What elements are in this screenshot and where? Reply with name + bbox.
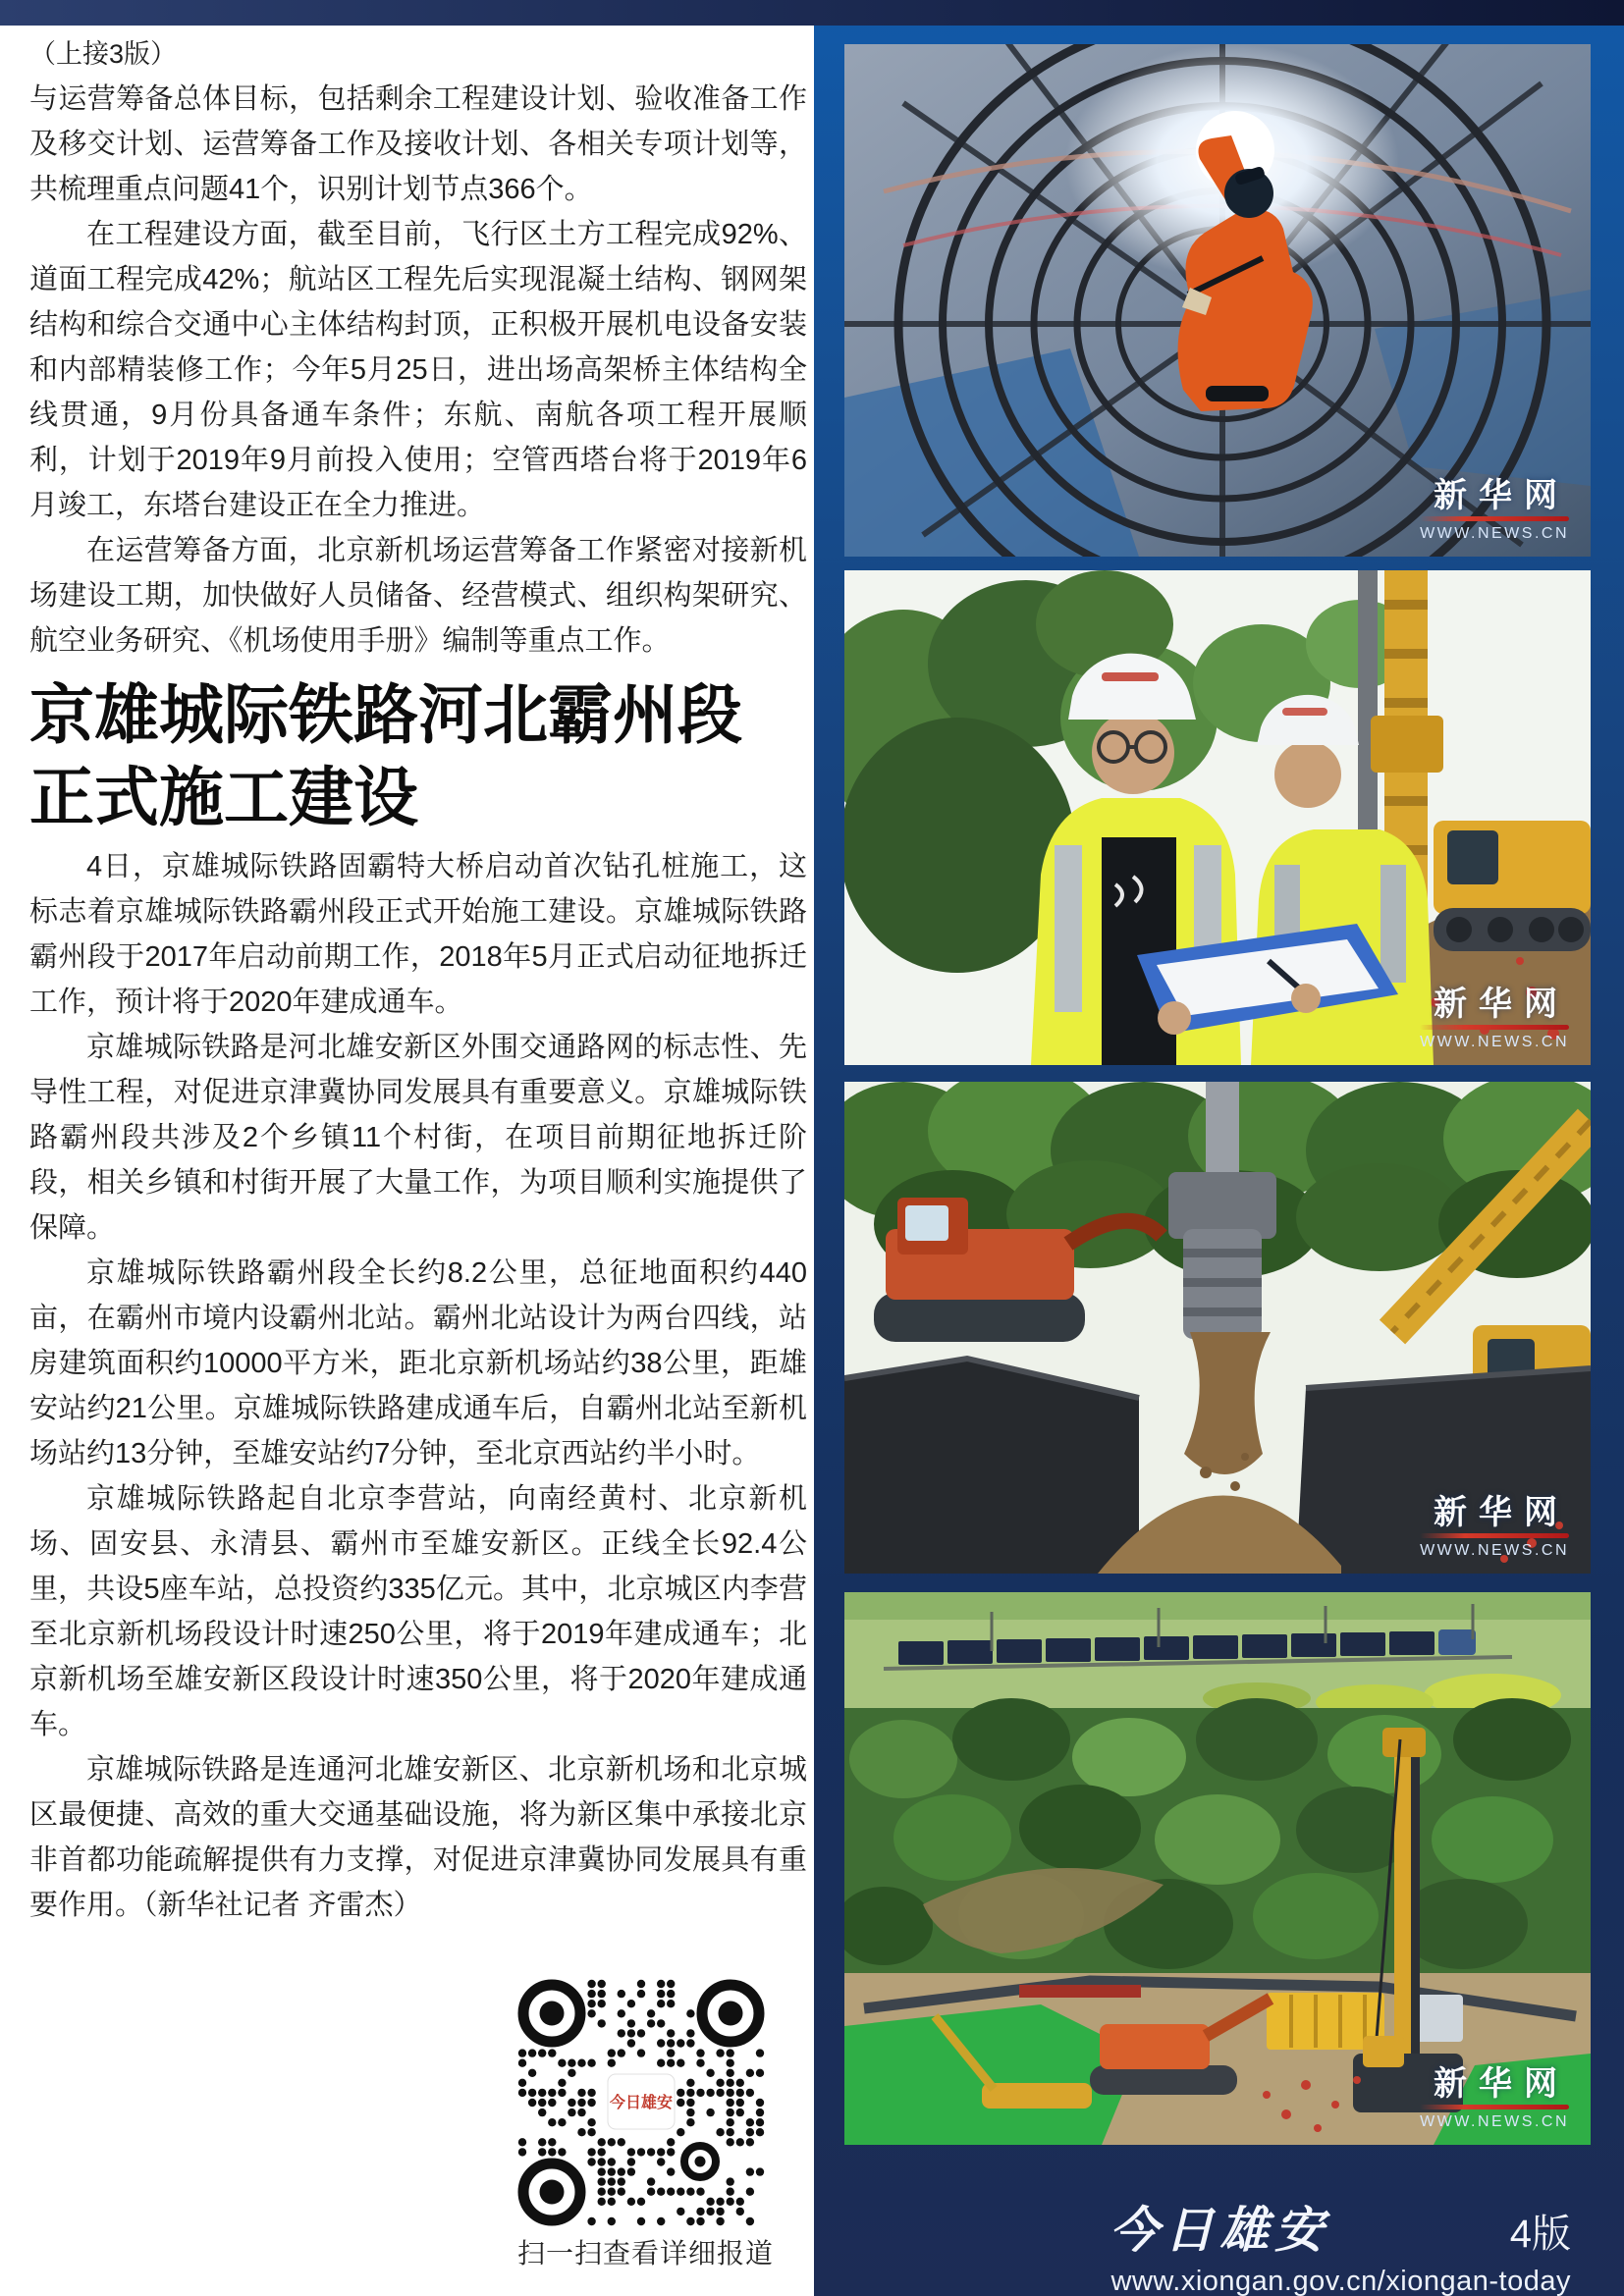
svg-text:今日雄安: 今日雄安 bbox=[609, 2095, 674, 2111]
watermark-red-swoosh bbox=[1420, 2105, 1569, 2109]
qr-code bbox=[517, 1979, 765, 2226]
xinhuanet-logo-text: 新华网 bbox=[1434, 1494, 1569, 1531]
photo-workers-blueprint bbox=[844, 570, 1591, 1065]
photo-aerial-construction-site bbox=[844, 1592, 1591, 2145]
qr-caption: 扫一扫查看详细报道 bbox=[517, 2238, 775, 2269]
continuation-note: （上接3版） bbox=[29, 39, 178, 69]
page-footer bbox=[1110, 2191, 1571, 2296]
article-paragraph: 在工程建设方面，截至目前，飞行区土方工程完成92%、道面工程完成42%；航站区工程先后实现混凝土结构、钢网架结构和综合交通中心主体结构封顶，正积极开展机电设备安装和内部精装修工作；今年5月25日，进出场高架桥主体结构全线贯通，9月份具备通车条件；东航、南航各项工程开展顺利，计划于2019年9月前投入使用；空管西塔台将于2019年6月竣工，东塔台建设正在全力推进。 bbox=[29, 219, 807, 521]
xinhuanet-logo-text: 新华网 bbox=[1434, 2065, 1569, 2103]
article-paragraph: 4日，京雄城际铁路固霸特大桥启动首次钻孔桩施工，这标志着京雄城际铁路霸州段正式开始施工建设。京雄城际铁路霸州段于2017年启动前期工作，2018年5月正式启动征地拆迁工作，预计将于2020年建成通车。 bbox=[29, 851, 807, 1018]
article-column bbox=[29, 31, 807, 1928]
photo-rebar-cage-welder bbox=[844, 44, 1591, 557]
xinhuanet-url: WWW.NEWS.CN bbox=[1420, 1034, 1569, 1050]
xinhuanet-watermark bbox=[1420, 987, 1569, 1051]
article-paragraph: 在运营筹备方面，北京新机场运营筹备工作紧密对接新机场建设工期，加快做好人员储备、经营模式、组织构架研究、航空业务研究、《机场使用手册》编制等重点工作。 bbox=[29, 535, 807, 657]
photo-drilling-rig-pour bbox=[844, 1082, 1591, 1574]
xinhuanet-watermark bbox=[1420, 478, 1569, 543]
headline-line-2: 正式施工建设 bbox=[29, 763, 418, 834]
xinhuanet-url: WWW.NEWS.CN bbox=[1420, 1542, 1569, 1559]
article-headline bbox=[29, 675, 807, 840]
watermark-red-swoosh bbox=[1420, 1533, 1569, 1538]
article-paragraph: 京雄城际铁路是河北雄安新区外围交通路网的标志性、先导性工程，对促进京津冀协同发展具有重要意义。京雄城际铁路霸州段共涉及2个乡镇11个村街，在项目前期征地拆迁阶段，相关乡镇和村街开展了大量工作，为项目顺利实施提供了保障。 bbox=[29, 1032, 807, 1244]
article-paragraph: 京雄城际铁路霸州段全长约8.2公里，总征地面积约440亩，在霸州市境内设霸州北站。霸州北站设计为两台四线，站房建筑面积约10000平方米，距北京新机场站约38公里，距雄安站约21公里。京雄城际铁路建成通车后，自霸州北站至新机场站约13分钟，至雄安站约7分钟，至北京西站约半小时。 bbox=[29, 1257, 807, 1469]
photo-illustration bbox=[844, 1592, 1591, 2145]
xinhuanet-watermark bbox=[1420, 1495, 1569, 1560]
article-paragraph: 京雄城际铁路是连通河北雄安新区、北京新机场和北京城区最便捷、高效的重大交通基础设施，将为新区集中承接北京非首都功能疏解提供有力支撑，对促进京津冀协同发展具有重要作用。（新华社记者 齐雷杰） bbox=[29, 1754, 807, 1921]
headline-line-1: 京雄城际铁路河北霸州段 bbox=[29, 680, 742, 752]
article-paragraph: 京雄城际铁路起自北京李营站，向南经黄村、北京新机场、固安县、永清县、霸州市至雄安新区。正线全长92.4公里，共设5座车站，总投资约335亿元。其中，北京城区内李营至北京新机场段设计时速250公里，将于2019年建成通车；北京新机场至雄安新区段设计时速350公里，将于2020年建成通车。 bbox=[29, 1483, 807, 1740]
xinhuanet-logo-text: 新华网 bbox=[1434, 477, 1569, 514]
xinhuanet-url: WWW.NEWS.CN bbox=[1420, 2113, 1569, 2130]
qr-code-block bbox=[517, 1979, 775, 2271]
footer-page-number: 4版 bbox=[1509, 2213, 1571, 2256]
watermark-red-swoosh bbox=[1420, 1025, 1569, 1030]
footer-url: www.xiongan.gov.cn/xiongan-today bbox=[1110, 2266, 1571, 2296]
watermark-red-swoosh bbox=[1420, 516, 1569, 521]
top-navy-band bbox=[0, 0, 1624, 26]
xinhuanet-logo-text: 新华网 bbox=[1434, 986, 1569, 1023]
xinhuanet-url: WWW.NEWS.CN bbox=[1420, 525, 1569, 542]
article-paragraph: 与运营筹备总体目标，包括剩余工程建设计划、验收准备工作及移交计划、运营筹备工作及接收计划、各相关专项计划等，共梳理重点问题41个，识别计划节点366个。 bbox=[29, 83, 807, 205]
footer-brand: 今日雄安 bbox=[1110, 2203, 1329, 2258]
xinhuanet-watermark bbox=[1420, 2066, 1569, 2131]
